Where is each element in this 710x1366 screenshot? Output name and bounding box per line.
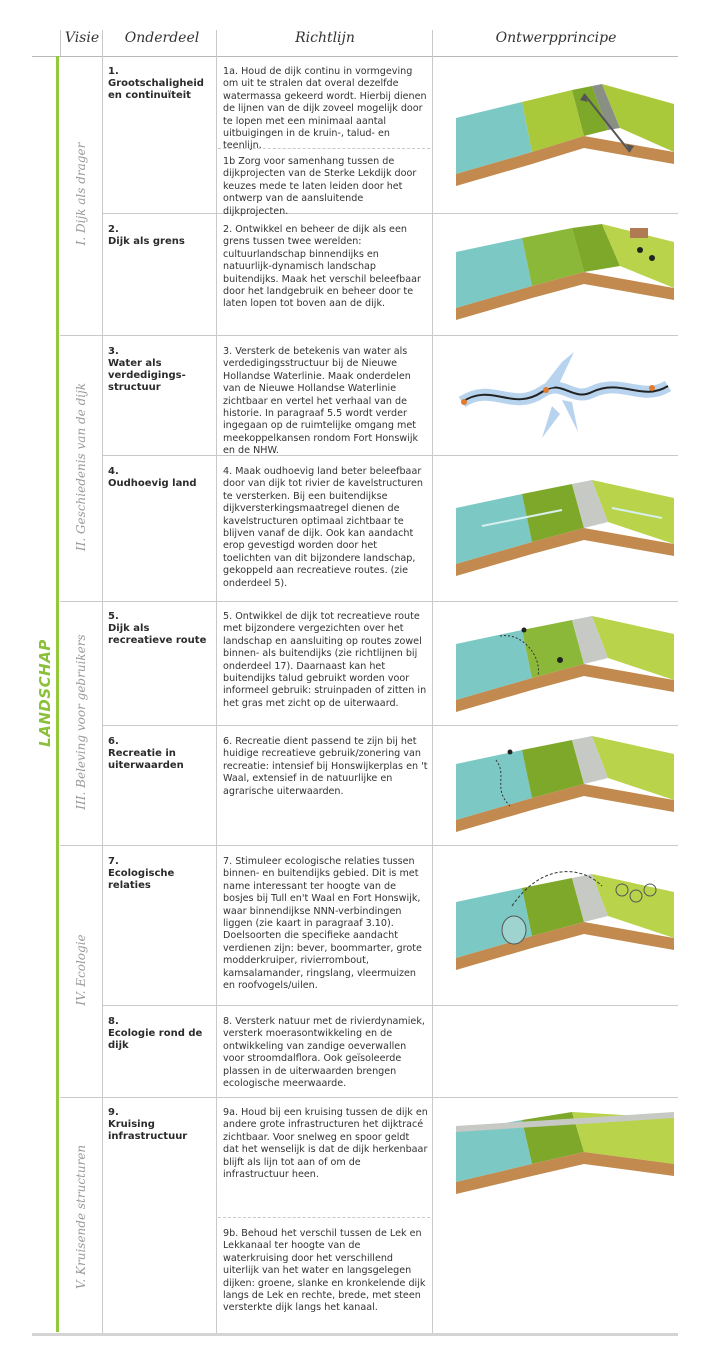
row-text: 1b Zorg voor samenhang tussen de dijkprojecten van de Sterke Lekdijk door keuzes mede te laten leiden door het ontwerp van de aansluitende dijkprojecten. bbox=[223, 156, 417, 217]
row-name: Ecologie rond de dijk bbox=[108, 1028, 203, 1051]
row-text: 8. Versterk natuur met de rivierdynamiek, versterk moerasontwikkeling en de ontwikkeling van zandige oeverwallen voor stroomdalflora. Ook geïsoleerde plassen in de uiterwaarden brengen ecologische meerwaarde. bbox=[223, 1016, 425, 1090]
row-text: 9a. Houd bij een kruising tussen de dijk en andere grote infrastructuren het dijktracé zichtbaar. Voor snelweg en spoor geldt dat het wenselijk is dat de dijk herkenbaar blijft als lijn tot aan of om de infrastructuur heen. bbox=[223, 1107, 428, 1181]
row-name: Ecologische relaties bbox=[108, 868, 175, 891]
visie-label: III. Beleving voor gebruikers bbox=[74, 634, 88, 810]
row-divider bbox=[102, 1005, 678, 1006]
old-land-illustration bbox=[452, 480, 678, 586]
row-number: 6. bbox=[108, 736, 119, 747]
floodplain-recreation-illustration bbox=[452, 736, 678, 840]
waterline-illustration bbox=[452, 342, 678, 448]
row-name: Recreatie in uiterwaarden bbox=[108, 748, 184, 771]
row-text: 2. Ontwikkel en beheer de dijk als een grens tussen twee werelden: cultuurlandschap binnendijks en natuurlijk-dynamisch landschap buitendijks. Maak het verschil beleefbaar door het landgebruik en beheer door te laten lopen tot boven aan de dijk. bbox=[223, 224, 421, 310]
recreation-route-illustration bbox=[452, 616, 678, 720]
grid-line bbox=[216, 30, 217, 1334]
header-onderdeel: Onderdeel bbox=[124, 30, 200, 46]
row-number: 9. bbox=[108, 1107, 119, 1118]
row-number: 3. bbox=[108, 346, 119, 357]
row-text: 9b. Behoud het verschil tussen de Lek en Lekkanaal ter hoogte van de waterkruising door het verschillend uiterlijk van het water en langsgelegen dijken: groene, slanke en kronkelende dijk langs de Lek en rechte, brede, met steen versterkte dijk langs het kanaal. bbox=[223, 1228, 426, 1314]
row-name: Water als verdedigings- structuur bbox=[108, 358, 186, 393]
infrastructure-illustration bbox=[452, 1106, 678, 1198]
landschap-bar bbox=[56, 56, 59, 1332]
grid-line bbox=[102, 30, 103, 1334]
row-name: Grootschaligheid en continuïteit bbox=[108, 78, 204, 101]
visie-label: V. Kruisende structuren bbox=[74, 1144, 88, 1290]
row-number: 2. bbox=[108, 224, 119, 235]
dike-continuity-illustration bbox=[452, 82, 678, 208]
row-divider bbox=[60, 601, 678, 602]
row-text: 3. Versterk de betekenis van water als verdedigingsstructuur bij de Nieuwe Hollandse Waterlinie. Maak onderdelen van de Nieuwe Hollandse Waterlinie zichtbaar en vertel het verhaal van de historie. In paragraaf 5.5 wordt verder ingegaan op de ruimtelijke omgang met meekoppelkansen rondom Fort Honswijk en de NHW. bbox=[223, 346, 419, 457]
row-text: 5. Ontwikkel de dijk tot recreatieve route met bijzondere vergezichten over het landschap en aansluiting op routes zowel binnen- als buitendijks (zie richtlijnen bij onderdeel 17). Daarnaast kan het buitendijks talud gebruikt worden voor informeel gebruik: struinpaden of zitten in het gras met zicht op de uiterwaard. bbox=[223, 611, 427, 709]
row-divider bbox=[60, 1097, 678, 1098]
header-visie: Visie bbox=[64, 30, 100, 46]
row-name: Dijk als grens bbox=[108, 236, 185, 247]
row-text: 6. Recreatie dient passend te zijn bij het huidige recreatieve gebruik/zonering van recreatie: intensief bij Honswijkerplas en 't Waal, extensief in de natuurlijke en agrarische uiterwaarden. bbox=[223, 736, 428, 797]
ecology-illustration bbox=[452, 866, 678, 976]
landschap-label: LANDSCHAP bbox=[36, 639, 54, 747]
header-ontwerpprincipe: Ontwerpprincipe bbox=[495, 30, 617, 46]
row-divider bbox=[60, 335, 678, 336]
row-name: Oudhoevig land bbox=[108, 478, 197, 489]
row-number: 8. bbox=[108, 1016, 119, 1027]
row-divider bbox=[102, 725, 678, 726]
row-text: 7. Stimuleer ecologische relaties tussen binnen- en buitendijks gebied. Dit is met name interessant ter hoogte van de bosjes bij Tull en't Waal en Fort Honswijk, waar binnendijkse NNN-verbindingen liggen (zie kaart in paragraaf 3.10). Doelsoorten die specifieke aandacht verdienen zijn: bever, boommarter, grote modderkruiper, rivierrombout, kamsalamander, ringslang, vleermuizen en roofvogels/uilen. bbox=[223, 856, 422, 992]
row-number: 7. bbox=[108, 856, 119, 867]
footer-rule bbox=[32, 1333, 678, 1336]
header-rule bbox=[32, 56, 678, 57]
grid-line bbox=[60, 30, 61, 56]
row-number: 1. bbox=[108, 66, 119, 77]
row-number: 4. bbox=[108, 466, 119, 477]
row-divider bbox=[60, 845, 678, 846]
sub-row-divider bbox=[218, 1217, 430, 1218]
row-text: 1a. Houd de dijk continu in vormgeving om uit te stralen dat overal dezelfde watermassa gekeerd wordt. Hierbij dienen de lijnen van de dijk zoveel mogelijk door te lopen met een minimaal aantal uitbuigingen in de kruin-, talud- en teenlijn. bbox=[223, 66, 427, 152]
row-number: 5. bbox=[108, 611, 119, 622]
dike-border-illustration bbox=[452, 224, 678, 330]
row-name: Dijk als recreatieve route bbox=[108, 623, 207, 646]
visie-label: IV. Ecologie bbox=[74, 934, 88, 1006]
row-text: 4. Maak oudhoevig land beter beleefbaar door van dijk tot rivier de kavelstructuren te versterken. Bij een buitendijkse dijkversterkingsmaatregel dienen de kavelstructuren optimaal zichtbaar te blijven vanaf de dijk. Ook kan aandacht erop gevestigd worden door het toelichten van dit bijzondere landschap, gekoppeld aan recreatieve routes. (zie onderdeel 5). bbox=[223, 466, 423, 589]
grid-line bbox=[432, 30, 433, 1334]
header-richtlijn: Richtlijn bbox=[295, 30, 355, 46]
row-name: Kruising infrastructuur bbox=[108, 1119, 188, 1142]
visie-label: I. Dijk als drager bbox=[74, 142, 88, 246]
visie-label: II. Geschiedenis van de dijk bbox=[74, 382, 88, 552]
